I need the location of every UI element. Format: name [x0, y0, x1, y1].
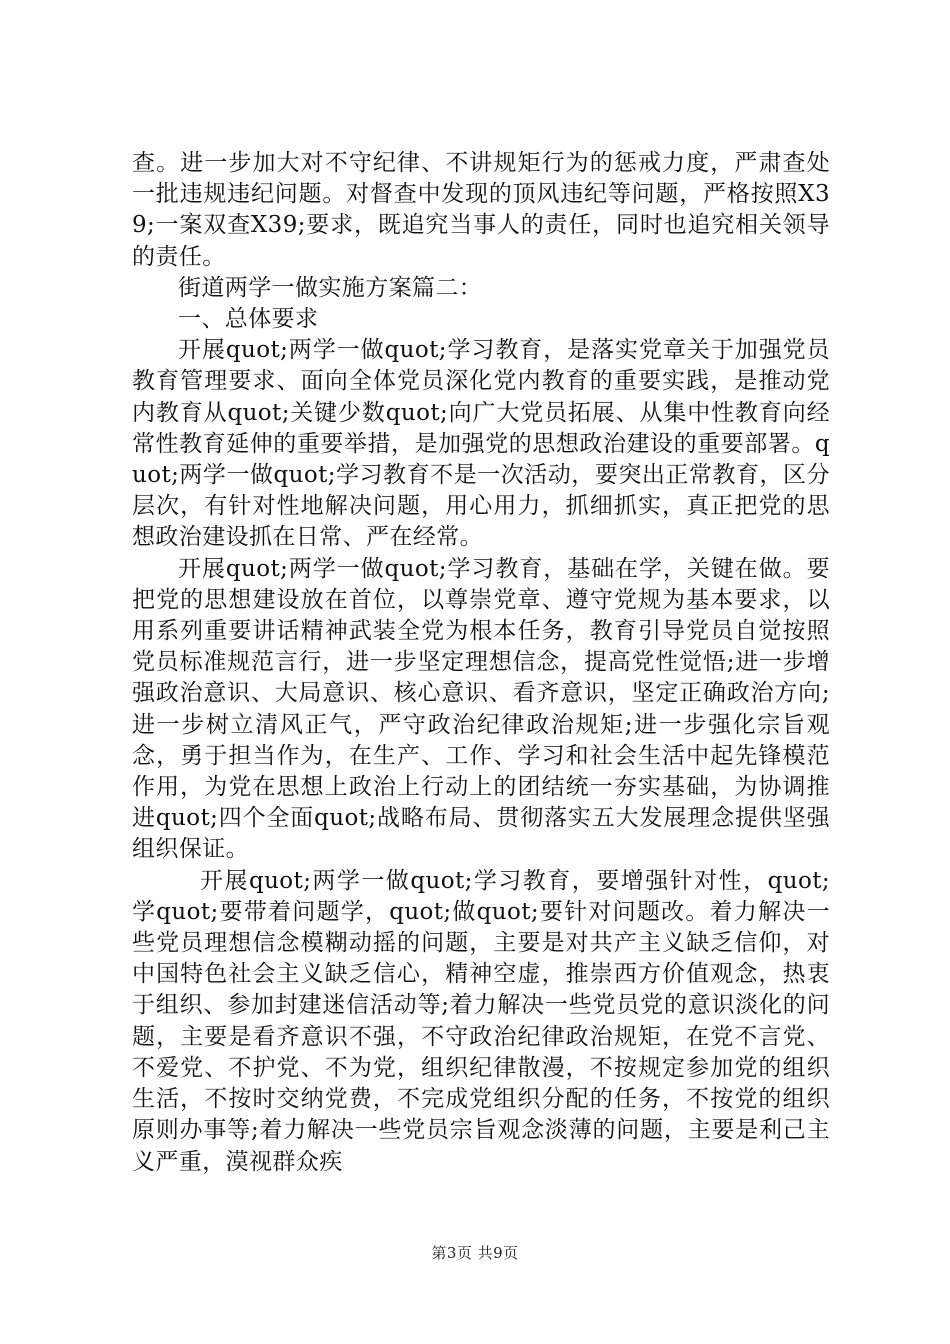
- paragraph-1: 开展quot;两学一做quot;学习教育，是落实党章关于加强党员教育管理要求、面向全体党员深化党内教育的重要实践，是推动党内教育从quot;关键少数quot;向广大党员拓展、从集中性教育向经常性教育延伸的重要举措，是加强党的思想政治建设的重要部署。quot;两学一做quot;学习教育不是一次活动，要突出正常教育，区分层次，有针对性地解决问题，用心用力，抓细抓实，真正把党的思想政治建设抓在日常、严在经常。: [132, 337, 830, 551]
- paragraph-3: 开展quot;两学一做quot;学习教育，要增强针对性，quot;学quot;要带着问题学，quot;做quot;要针对问题改。着力解决一些党员理想信念模糊动摇的问题，主要是对共产主义缺乏信仰，对中国特色社会主义缺乏信心，精神空虚，推崇西方价值观念，热衷于组织、参加封建迷信活动等;着力解决一些党员党的意识淡化的问题，主要是看齐意识不强，不守政治纪律政治规矩，在党不言党、不爱党、不护党、不为党，组织纪律散漫，不按规定参加党的组织生活，不按时交纳党费，不完成党组织分配的任务，不按党的组织原则办事等;着力解决一些党员宗旨观念淡薄的问题，主要是利己主义严重，漠视群众疾: [132, 867, 830, 1175]
- section-title: 街道两学一做实施方案篇二：: [178, 274, 483, 301]
- paragraph-continuation: 查。进一步加大对不守纪律、不讲规矩行为的惩戒力度，严肃查处一批违规违纪问题。对督查中发现的顶风违纪等问题，严格按照X39;一案双查X39;要求，既追究当事人的责任，同时也追究相关领导的责任。: [132, 150, 830, 270]
- document-body: [132, 148, 830, 1178]
- paragraph-2: 开展quot;两学一做quot;学习教育，基础在学，关键在做。要把党的思想建设放在首位，以尊崇党章、遵守党规为基本要求，以用系列重要讲话精神武装全党为根本任务，教育引导党员自觉按照党员标准规范言行，进一步坚定理想信念，提高党性觉悟;进一步增强政治意识、大局意识、核心意识、看齐意识，坚定正确政治方向;进一步树立清风正气，严守政治纪律政治规矩;进一步强化宗旨观念，勇于担当作为，在生产、工作、学习和社会生活中起先锋模范作用，为党在思想上政治上行动上的团结统一夯实基础，为协调推进quot;四个全面quot;战略布局、贯彻落实五大发展理念提供坚强组织保证。: [132, 555, 830, 863]
- page-number-footer: 第3页 共9页: [431, 1244, 519, 1262]
- section-heading-general-requirements: 一、总体要求: [178, 306, 319, 333]
